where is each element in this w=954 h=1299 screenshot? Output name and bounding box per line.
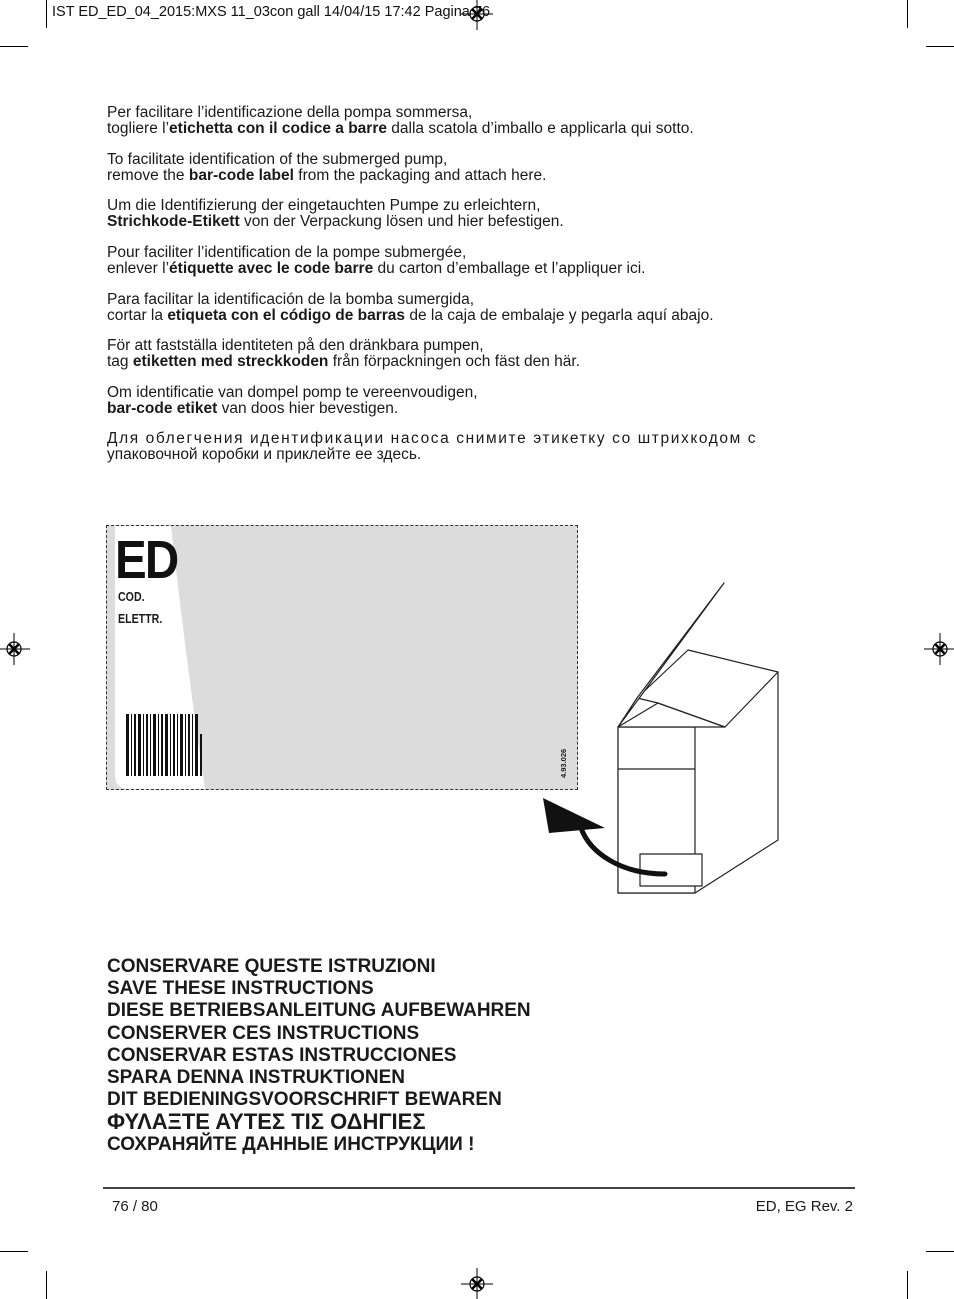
revision-label: ED, EG Rev. 2 <box>755 1198 853 1215</box>
instruction-ru: Для облегчения идентификации насоса снимите этикетку со штрихкодом с упаковочной коробки и приклейте ее здесь. <box>107 430 758 463</box>
instruction-en: To facilitate identification of the submerged pump, remove the bar-code label from the packaging and attach here. <box>107 151 547 184</box>
label-brand: ED <box>115 530 178 590</box>
crop-mark <box>0 46 28 47</box>
registration-mark-icon <box>924 633 954 665</box>
instruction-es: Para facilitar la identificación de la bomba sumergida, cortar la etiqueta con el código de barras de la caja de embalaje y pegarla aquí abajo. <box>107 291 714 324</box>
save-instruction-sv: SPARA DENNA INSTRUKTIONEN <box>107 1067 406 1089</box>
save-instruction-en: SAVE THESE INSTRUCTIONS <box>107 978 374 1000</box>
registration-mark-icon <box>0 633 30 665</box>
barcode-icon <box>126 714 206 778</box>
registration-mark-icon <box>461 1268 493 1299</box>
footer-rule <box>103 1187 855 1189</box>
label-cod: COD. <box>118 590 145 604</box>
save-instructions-block <box>107 956 531 1156</box>
save-instruction-nl: DIT BEDIENINGSVOORSCHRIFT BEWAREN <box>107 1089 502 1111</box>
save-instruction-ru: СОХРАНЯЙТЕ ДАННЫЕ ИНСТРУКЦИИ ! <box>107 1133 475 1155</box>
box-icon <box>618 583 778 893</box>
crop-mark <box>907 0 908 28</box>
crop-mark <box>46 1271 47 1299</box>
save-instruction-fr: CONSERVER CES INSTRUCTIONS <box>107 1022 420 1044</box>
print-slug: IST ED_ED_04_2015:MXS 11_03con gall 14/04/15 17:42 Pagina 76 <box>52 4 491 20</box>
instruction-nl: Om identificatie van dompel pomp te vereenvoudigen, bar-code etiket van doos hier bevestigen. <box>107 384 478 417</box>
label-elettr: ELETTR. <box>118 612 163 626</box>
save-instruction-de: DIESE BETRIEBSANLEITUNG AUFBEWAHREN <box>107 1000 531 1022</box>
save-instruction-es: CONSERVAR ESTAS INSTRUCCIONES <box>107 1044 457 1066</box>
crop-mark <box>926 1251 954 1252</box>
instruction-sv: För att fastställa identiteten på den dränkbara pumpen, tag etiketten med streckkoden från förpackningen och fäst den här. <box>107 337 581 370</box>
page-number: 76 / 80 <box>112 1198 158 1215</box>
save-instruction-it: CONSERVARE QUESTE ISTRUZIONI <box>107 956 436 977</box>
instruction-fr: Pour faciliter l’identification de la pompe submergée, enlever l’étiquette avec le code barre du carton d’emballage et l’appliquer ici. <box>107 244 646 277</box>
instruction-it: Per facilitare l’identificazione della pompa sommersa, togliere l’etichetta con il codice a barre dalla scatola d’imballo e applicarla qui sotto. <box>107 104 694 137</box>
crop-mark <box>0 1251 28 1252</box>
barcode-label-area <box>106 525 578 790</box>
crop-mark <box>46 0 47 28</box>
label-code-number: 4.93.026 <box>559 748 568 778</box>
instruction-de: Um die Identifizierung der eingetauchten Pumpe zu erleichtern, Strichkode-Etikett von der Verpackung lösen und hier befestigen. <box>107 197 564 230</box>
crop-mark <box>907 1271 908 1299</box>
box-illustration <box>535 575 795 905</box>
crop-mark <box>926 46 954 47</box>
save-instruction-el: ΦΥΛΑΞΤΕ ΑΥΤΕΣ ΤΙΣ ΟΔΗΓΙΕΣ <box>107 1109 426 1135</box>
